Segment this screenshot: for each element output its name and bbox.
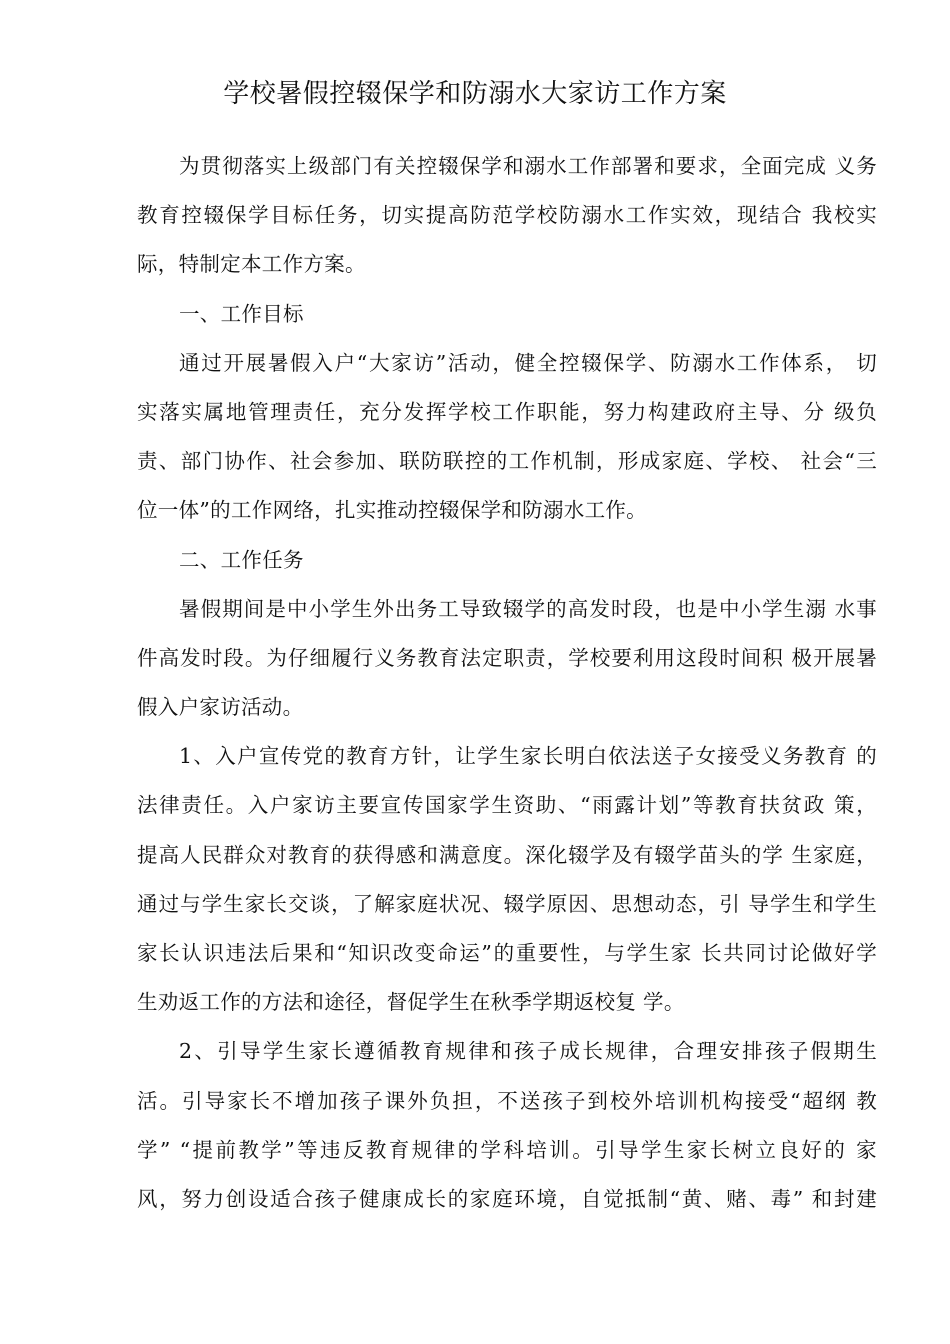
text-line: 学” “提前教学”等违反教育规律的学科培训。引导学生家长树立良好的 家	[137, 1137, 877, 1162]
text-line: 暑假期间是中小学生外出务工导致辍学的高发时段，也是中小学生溺 水事	[179, 596, 877, 621]
text-line: 家长认识违法后果和“知识改变命运”的重要性，与学生家 长共同讨论做好学	[137, 941, 877, 965]
text-line: 实落实属地管理责任，充分发挥学校工作职能，努力构建政府主导、分 级负	[137, 399, 877, 424]
text-line: 责、部门协作、社会参加、联防联控的工作机制，形成家庭、学校、 社会“三	[137, 449, 877, 474]
text-line: 二、工作任务	[179, 547, 304, 572]
text-line: 活。引导家长不增加孩子课外负担，不送孩子到校外培训机构接受“超纲 教	[137, 1088, 877, 1113]
text-line: 际，特制定本工作方案。	[137, 252, 366, 277]
text-line: 通过开展暑假入户“大家访”活动，健全控辍保学、防溺水工作体系， 切	[179, 350, 877, 375]
text-line: 位一体”的工作网络，扎实推动控辍保学和防溺水工作。	[137, 498, 647, 523]
text-line: 1、入户宣传党的教育方针，让学生家长明白依法送子女接受义务教育 的	[179, 744, 877, 769]
text-line: 件高发时段。为仔细履行义务教育法定职责，学校要利用这段时间积 极开展暑	[137, 645, 877, 670]
text-line: 风，努力创设适合孩子健康成长的家庭环境，自觉抵制“黄、赌、毒” 和封建	[137, 1186, 877, 1211]
text-line: 假入户家访活动。	[137, 695, 304, 720]
text-line: 法律责任。入户家访主要宣传国家学生资助、“雨露计划”等教育扶贫政 策，	[137, 793, 877, 818]
document-body	[137, 142, 877, 1224]
text-line: 通过与学生家长交谈，了解家庭状况、辍学原因、思想动态，引 导学生和学生	[137, 891, 877, 916]
text-line: 为贯彻落实上级部门有关控辍保学和溺水工作部署和要求，全面完成 义务	[179, 154, 877, 178]
text-line: 提高人民群众对教育的获得感和满意度。深化辍学及有辍学苗头的学 生家庭，	[137, 842, 877, 867]
document-title: 学校暑假控辍保学和防溺水大家访工作方案	[223, 79, 727, 109]
text-line: 生劝返工作的方法和途径，督促学生在秋季学期返校复 学。	[137, 990, 685, 1015]
text-line: 2、引导学生家长遵循教育规律和孩子成长规律，合理安排孩子假期生	[179, 1039, 877, 1064]
text-line: 教育控辍保学目标任务，切实提高防范学校防溺水工作实效，现结合 我校实	[137, 203, 877, 228]
text-line: 一、工作目标	[179, 301, 304, 326]
